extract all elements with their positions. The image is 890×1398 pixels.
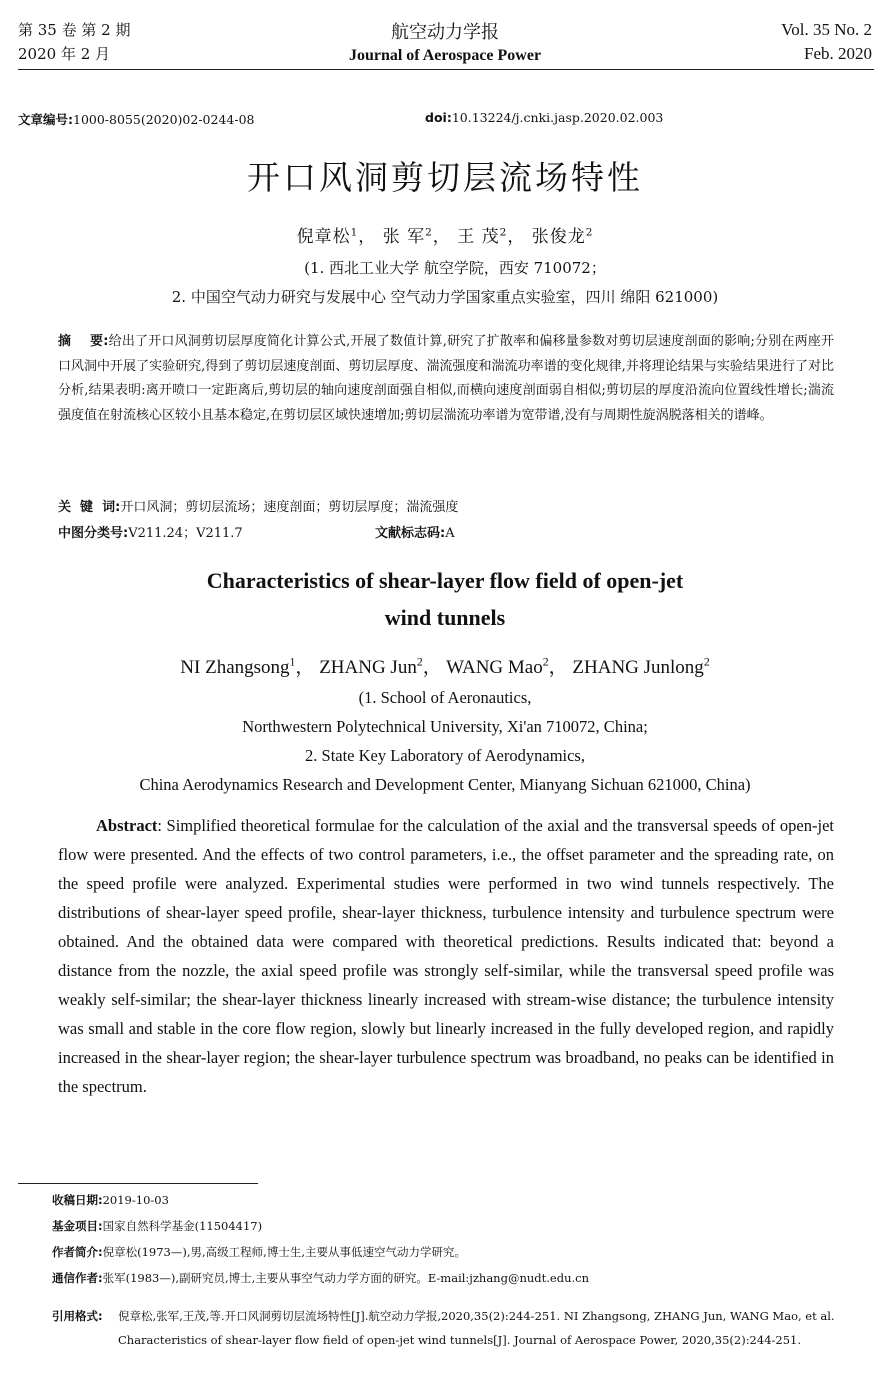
header-rule [18,69,874,70]
date-cn: 2020 年 2 月 [18,45,111,63]
abstract-en-text: Simplified theoretical formulae for the calculation of the axial and the transversal speeds of open-jet flow were presented. And the effects of two control parameters, i.e., the offset parameter and the spreading rate, on the speed profile were analyzed. Experimental studies were performed in two wind tunnels respectively. The distributions of shear-layer speed profile, shear-layer thickness, turbulence intensity and turbulence spectrum were obtained. And the obtained data were compared with theoretical predictions. Results indicated that: beyond a distance from the nozzle, the axial speed profile was strongly self-similar, while the transversal speed profile was weakly self-similar; the shear-layer thickness linearly increased with stream-wise distance; the turbulence intensity was small and stable in the core flow region, slowly but linearly increased in the fully developed region, and rapidly increased in the shear-layer region; the shear-layer turbulence spectrum was broadband, no peaks can be identified in the spectrum. [58,816,834,1096]
author-en: WANG Mao [446,657,543,678]
author-en: ZHANG Junlong [572,657,704,678]
affiliation-en-1: (1. School of Aeronautics, [358,688,532,707]
keywords-cn: 关 键 词:开口风洞；剪切层流场；速度剖面；剪切层厚度；湍流强度 [58,500,459,515]
affiliation-cn-1: (1. 西北工业大学 航空学院，西安 710072； [304,259,606,277]
article-number: 文章编号:1000-8055(2020)02-0244-08 [18,112,255,127]
citation-text: 倪章松,张军,王茂,等.开口风洞剪切层流场特性[J].航空动力学报,2020,35(2):244-251. NI Zhangsong, ZHANG Jun, WANG Mao, et al. Characteristics of shear-layer flow field of open-jet wind tunnels[J]. Journal of Aerospace Power, 2020,35(2):244-251. [118,1309,835,1347]
abstract-cn [58,330,834,428]
affiliation-en-4: China Aerodynamics Research and Development Center, Mianyang Sichuan 621000, China) [139,775,751,794]
author-cn: 张 军 [382,227,426,247]
abstract-cn-label: 摘 要: [58,334,109,349]
author-cn: 王 茂 [457,227,500,247]
doi: doi:10.13224/j.cnki.jasp.2020.02.003 [425,110,664,125]
footnote-received: 收稿日期:2019-10-03 [52,1193,169,1207]
abstract-en-label: Abstract [96,816,158,835]
author-en: ZHANG Jun [319,657,417,678]
footnote-funding: 基金项目:国家自然科学基金(11504417) [52,1219,263,1233]
author-en: NI Zhangsong [180,657,290,678]
author-cn: 张俊龙 [531,227,586,247]
authors-cn: 倪章松$^1$， 张 军$^2$， 王 茂$^2$， 张俊龙$^2$ [296,226,594,247]
affiliation-cn-2: 2. 中国空气动力研究与发展中心 空气动力学国家重点实验室，四川 绵阳 621000) [171,288,719,306]
title-cn: 开口风洞剪切层流场特性 [247,158,643,197]
affiliation-en-2: Northwestern Polytechnical University, Xi'an 710072, China; [242,717,648,736]
title-en-line-2: wind tunnels [384,605,506,630]
citation [52,1304,872,1352]
abstract-en: Abstract: Simplified theoretical formulae for the calculation of the axial and the transversal speeds of open-jet flow were presented. And the effects of two control parameters, i.e., the offset parameter and the spreading rate, on the speed profile were analyzed. Experimental studies were performed in two wind tunnels respectively. The distributions of shear-layer speed profile, shear-layer thickness, turbulence intensity and turbulence spectrum were obtained. And the obtained data were compared with theoretical predictions. Results indicated that: beyond a distance from the nozzle, the axial speed profile was strongly self-similar, while the transversal speed profile was weakly self-similar; the shear-layer thickness linearly increased with stream-wise distance; the turbulence intensity was small and stable in the core flow region, slowly but linearly increased in the fully developed region, and rapidly increased in the shear-layer region; the shear-layer turbulence spectrum was broadband, no peaks can be identified in the spectrum. [58,816,834,1096]
affiliation-en-3: 2. State Key Laboratory of Aerodynamics, [305,746,585,765]
date-en: Feb. 2020 [804,44,872,63]
volume-issue-cn: 第 35 卷 第 2 期 [18,21,131,39]
authors-en: NI Zhangsong$^1$， ZHANG Jun$^2$， WANG Mao$^2$， ZHANG Junlong$^2$ [180,655,710,678]
author-cn: 倪章松 [296,227,351,247]
title-en-line-1: Characteristics of shear-layer flow field of open-jet [206,568,684,593]
volume-issue-en: Vol. 35 No. 2 [781,20,872,39]
citation-label: 引用格式: [52,1309,103,1323]
document-code: 文献标志码:A [375,526,455,541]
footnote-corresponding: 通信作者:张军(1983—),副研究员,博士,主要从事空气动力学方面的研究。E-mail:jzhang@nudt.edu.cn [52,1271,589,1285]
footnote-author-bio: 作者简介:倪章松(1973—),男,高级工程师,博士生,主要从事低速空气动力学研究。 [52,1245,466,1259]
journal-name-en: Journal of Aerospace Power [348,47,542,64]
footnote-rule [18,1183,258,1184]
clc-number: 中图分类号:V211.24；V211.7 [58,526,243,541]
abstract-cn-text: 给出了开口风洞剪切层厚度简化计算公式,开展了数值计算,研究了扩散率和偏移量参数对剪切层速度剖面的影响;分别在两座开口风洞中开展了实验研究,得到了剪切层速度剖面、剪切层厚度、湍流强度和湍流功率谱的变化规律,并将理论结果与实验结果进行了对比分析,结果表明:离开喷口一定距离后,剪切层的轴向速度剖面强自相似,而横向速度剖面弱自相似;剪切层的厚度沿流向位置线性增长;湍流强度值在射流核心区较小且基本稳定,在剪切层区域快速增加;剪切层湍流功率谱为宽带谱,没有与周期性旋涡脱落相关的谱峰。 [58,334,834,423]
journal-name-cn: 航空动力学报 [391,22,499,43]
